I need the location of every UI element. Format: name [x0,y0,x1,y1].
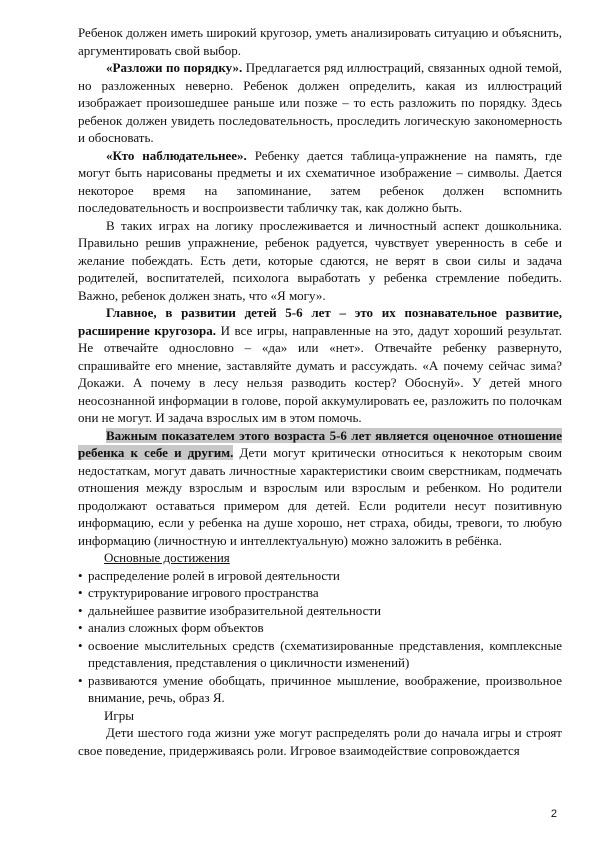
achievements-heading [104,549,562,567]
paragraph-games: Дети шестого года жизни уже могут распределять роли до начала игры и строят свое поведение, придерживаясь роли. Игровое взаимодействие сопровождается [78,725,562,758]
self-assessment-text: Дети могут критически относиться к некоторым своим недостаткам, могут давать личностные характеристики своим сверстникам, подмечать отношения между взрослым и взрослым или взрослым и ребенком. Но родители продолжают оставаться примером для детей. Если родители несут позитивную информацию, если у ребенка на душе хорошо, нет страха, обиды, тревоги, то любую информацию (личностную и интеллектуальную) можно заложить в ребёнка. [78,445,563,548]
cognitive-development-lead: Главное, в развитии детей 5-6 лет – это их познавательное развитие, расширение кругозора. [78,305,562,338]
achievements-title: Основные достижения [104,550,230,565]
list-item [78,637,562,672]
list-item-text: дальнейшее развитие изобразительной деятельности [88,602,382,618]
bullet-icon: • [78,637,83,653]
bullet-icon: • [78,602,83,618]
list-item [78,619,562,637]
list-item [78,567,562,585]
paragraph-self-assessment [78,427,562,550]
bullet-icon: • [78,620,83,635]
game-title-observant: «Кто наблюдательнее». [106,147,247,163]
games-heading: Игры [104,707,134,723]
bullet-icon: • [78,567,83,583]
page-number: 2 [550,808,557,820]
list-item-text: структурирование игрового пространства [88,585,319,600]
paragraph-intro: Ребенок должен иметь широкий кругозор, уметь анализировать ситуацию и объяснить, аргументировать свой выбор. [78,25,562,58]
list-item-text: анализ сложных форм объектов [88,620,264,635]
game-description-order: Предлагается ряд иллюстраций, связанных одной темой, но разложенных неверно. Ребенок должен определить, какая из иллюстраций изображает произошедшее раньше или позже – то есть разложить по порядку. Здесь ребенок должен увидеть последовательность, проследить логическую закономерность и обосновать. [78,60,562,145]
list-item [78,584,562,602]
achievements-list [78,567,562,707]
bullet-icon: • [78,672,83,688]
paragraph-cognitive-development [78,304,562,427]
paragraph-order-game [78,59,562,147]
list-item-text: развиваются умение обобщать, причинное мышление, воображение, произвольное внимание, речь, образ Я. [88,672,562,705]
list-item-text: распределение ролей в игровой деятельности [88,567,340,583]
list-item [78,672,562,707]
list-item-text: освоение мыслительных средств (схематизированные представления, комплексные представления, представления о цикличности изменений) [88,637,562,670]
game-title-order: «Разложи по порядку». [106,60,243,75]
paragraph-personal-aspect: В таких играх на логику прослеживается и личностный аспект дошкольника. Правильно решив упражнение, ребенок радуется, чувствует уверенность в себе и желание побеждать. Есть дети, которые сдаются, не верят в свои силы и задача родителей, воспитателей, психолога выработать у ребенка стремление победить. Важно, ребенок должен знать, что «Я могу». [78,217,562,303]
document-body [78,24,562,759]
bullet-icon: • [78,585,83,600]
game-description-observant: Ребенку дается таблица-упражнение на память, где могут быть нарисованы предметы и их схематичное изображение – символы. Дается некоторое время на запоминание, затем ребенок должен вспомнить последовательность и воспроизвести табличку так, как должно быть. [78,147,563,215]
list-item [78,602,562,620]
self-assessment-lead: Важным показателем этого возраста 5-6 лет является оценочное отношение ребенка к себе и другим. [78,427,562,460]
cognitive-development-text: И все игры, направленные на это, дадут хороший результат. Не отвечайте однословно – «да» или «нет». Отвечайте ребенку развернуто, спрашивайте его мнение, заставляйте думать и рассуждать. «А почему сейчас зима? Докажи. А почему в лесу нельзя разводить костер? Обоснуй». У детей много неосознанной информации в голове, порой аккумулировать ее, разложить по полочкам они не могут. И задача взрослых им в этом помочь. [78,322,562,425]
paragraph-observant-game [78,147,562,217]
